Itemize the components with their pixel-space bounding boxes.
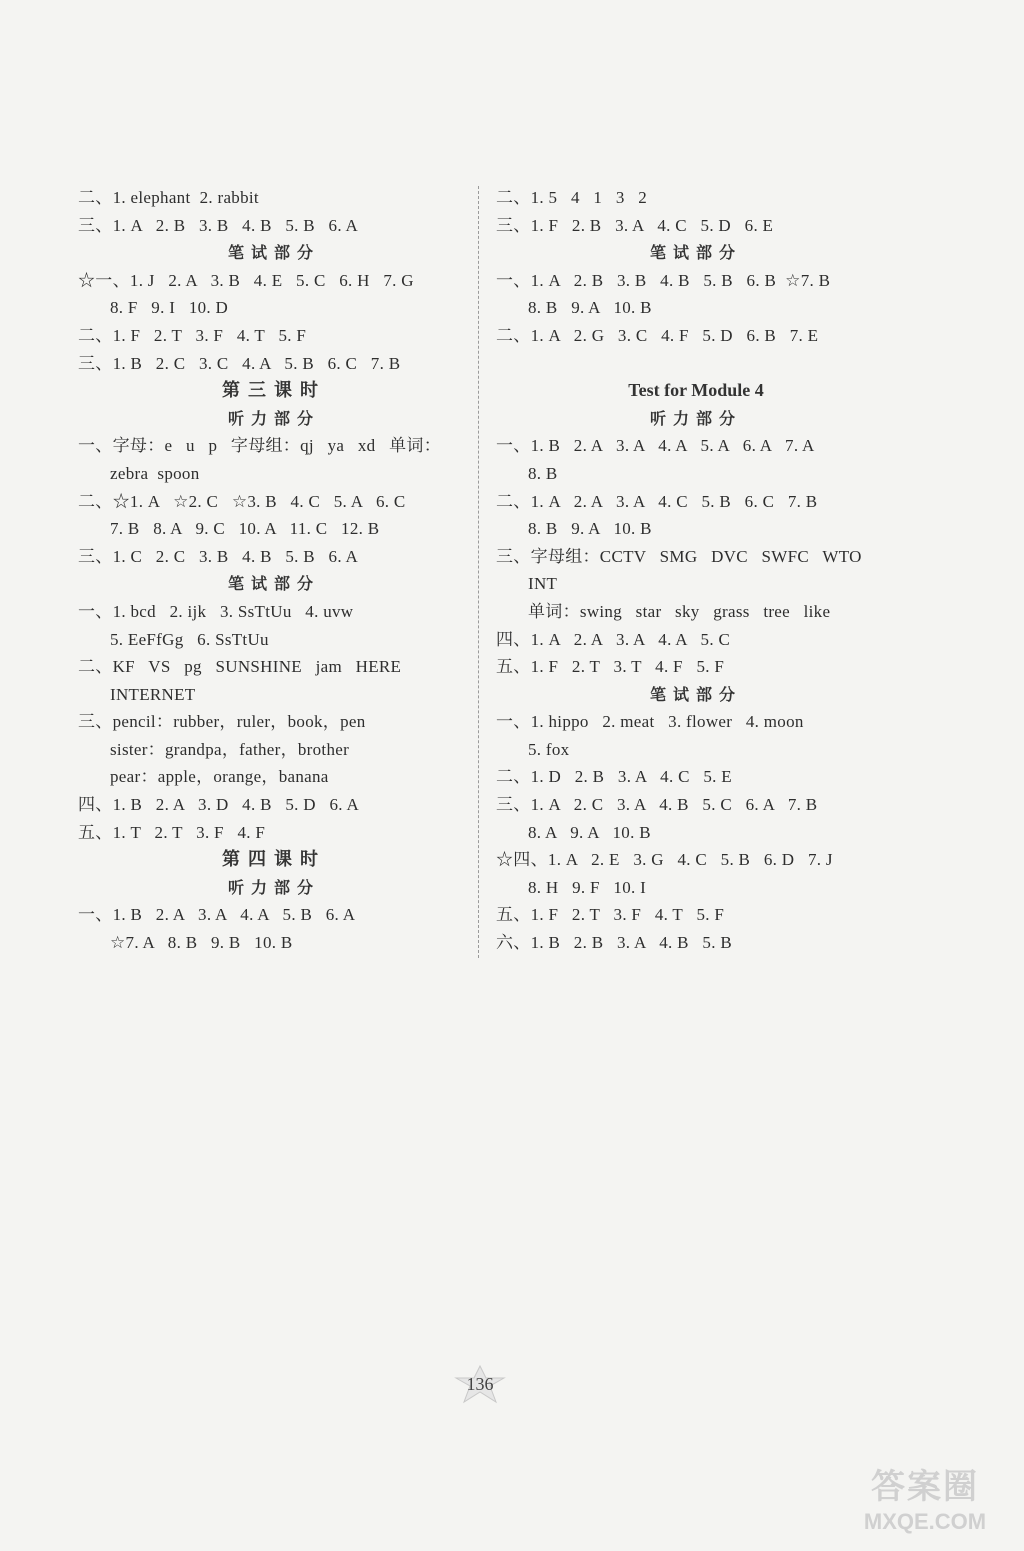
answer-line: INTERNET bbox=[110, 684, 196, 704]
answer-line: 二、1. A 2. G 3. C 4. F 5. D 6. B 7. E bbox=[496, 325, 819, 345]
answer-line: 三、字母组：CCTV SMG DVC SWFC WTO bbox=[496, 546, 862, 566]
site-watermark bbox=[840, 1465, 1010, 1545]
answer-line: ☆四、1. A 2. E 3. G 4. C 5. B 6. D 7. J bbox=[496, 850, 833, 870]
section-heading: 听力部分 bbox=[227, 408, 320, 428]
answer-line: 8. A 9. A 10. B bbox=[528, 822, 651, 842]
answer-line: 二、1. D 2. B 3. A 4. C 5. E bbox=[496, 767, 732, 787]
section-heading: Test for Module 4 bbox=[628, 380, 764, 401]
left-column bbox=[78, 184, 470, 957]
answer-line: 8. B 9. A 10. B bbox=[528, 519, 652, 539]
answer-line: 8. F 9. I 10. D bbox=[110, 298, 229, 318]
section-heading: 听力部分 bbox=[227, 877, 320, 897]
page-number: 136 bbox=[466, 1374, 494, 1394]
answer-line: INT bbox=[528, 574, 558, 594]
answer-line: sister：grandpa，father，brother bbox=[110, 739, 350, 759]
answer-line: 一、1. A 2. B 3. B 4. B 5. B 6. B ☆7. B bbox=[496, 270, 831, 290]
answer-line: 一、字母：e u p 字母组：qj ya xd 单词： bbox=[78, 436, 442, 456]
answer-line: 四、1. B 2. A 3. D 4. B 5. D 6. A bbox=[78, 795, 360, 815]
answer-line: 一、1. B 2. A 3. A 4. A 5. B 6. A bbox=[78, 905, 356, 925]
answer-line: 三、1. A 2. B 3. B 4. B 5. B 6. A bbox=[78, 215, 359, 235]
answer-line: ☆一、1. J 2. A 3. B 4. E 5. C 6. H 7. G bbox=[78, 270, 414, 290]
answer-line: 7. B 8. A 9. C 10. A 11. C 12. B bbox=[110, 519, 380, 539]
answer-line: 一、1. hippo 2. meat 3. flower 4. moon bbox=[496, 712, 804, 732]
answer-line: 一、1. bcd 2. ijk 3. SsTtUu 4. uvw bbox=[78, 601, 354, 621]
answer-line: 三、1. F 2. B 3. A 4. C 5. D 6. E bbox=[496, 215, 774, 235]
section-heading: 笔试部分 bbox=[227, 574, 320, 594]
watermark-url: MXQE.COM bbox=[863, 1509, 987, 1534]
section-heading: 第四课时 bbox=[222, 849, 326, 871]
answer-line: 三、1. C 2. C 3. B 4. B 5. B 6. A bbox=[78, 546, 359, 566]
answer-line: 二、1. F 2. T 3. F 4. T 5. F bbox=[78, 325, 307, 345]
answer-line: 5. EeFfGg 6. SsTtUu bbox=[110, 629, 269, 649]
section-heading: 笔试部分 bbox=[649, 684, 742, 704]
section-heading: 第三课时 bbox=[222, 380, 326, 402]
answer-line: 二、1. 5 4 1 3 2 bbox=[496, 188, 648, 207]
column-divider bbox=[478, 186, 479, 958]
answer-line: 三、1. A 2. C 3. A 4. B 5. C 6. A 7. B bbox=[496, 795, 818, 815]
section-heading: 笔试部分 bbox=[649, 243, 742, 263]
answer-line: 五、1. F 2. T 3. T 4. F 5. F bbox=[496, 657, 725, 677]
watermark-logo-text: 答案圈 bbox=[871, 1467, 979, 1507]
answer-line: 二、1. A 2. A 3. A 4. C 5. B 6. C 7. B bbox=[496, 491, 818, 511]
answer-line: 8. H 9. F 10. I bbox=[528, 877, 647, 897]
answer-line: pear：apple，orange，banana bbox=[110, 767, 329, 787]
answer-line: 二、1. elephant 2. rabbit bbox=[78, 188, 259, 207]
answer-line: ☆7. A 8. B 9. B 10. B bbox=[110, 933, 293, 953]
answer-line: 8. B 9. A 10. B bbox=[528, 298, 652, 318]
answer-line: 三、pencil：rubber，ruler，book，pen bbox=[78, 712, 366, 732]
page-number-badge bbox=[452, 1364, 508, 1404]
answer-line: 五、1. F 2. T 3. F 4. T 5. F bbox=[496, 905, 725, 925]
section-heading: 笔试部分 bbox=[227, 243, 320, 263]
right-column bbox=[496, 184, 896, 957]
answer-line: 二、KF VS pg SUNSHINE jam HERE bbox=[78, 657, 402, 677]
answer-line: 五、1. T 2. T 3. F 4. F bbox=[78, 822, 266, 842]
answer-line: 二、☆1. A ☆2. C ☆3. B 4. C 5. A 6. C bbox=[78, 491, 406, 511]
answer-line: 一、1. B 2. A 3. A 4. A 5. A 6. A 7. A bbox=[496, 436, 815, 456]
answer-line: 8. B bbox=[528, 463, 558, 483]
answer-line: 单词：swing star sky grass tree like bbox=[528, 601, 831, 621]
blank-line bbox=[496, 350, 896, 378]
section-heading: 听力部分 bbox=[649, 408, 742, 428]
answer-line: 三、1. B 2. C 3. C 4. A 5. B 6. C 7. B bbox=[78, 353, 401, 373]
answer-line: 四、1. A 2. A 3. A 4. A 5. C bbox=[496, 629, 731, 649]
answer-line: zebra spoon bbox=[110, 463, 200, 483]
answer-line: 六、1. B 2. B 3. A 4. B 5. B bbox=[496, 933, 732, 953]
answer-line: 5. fox bbox=[528, 739, 570, 759]
